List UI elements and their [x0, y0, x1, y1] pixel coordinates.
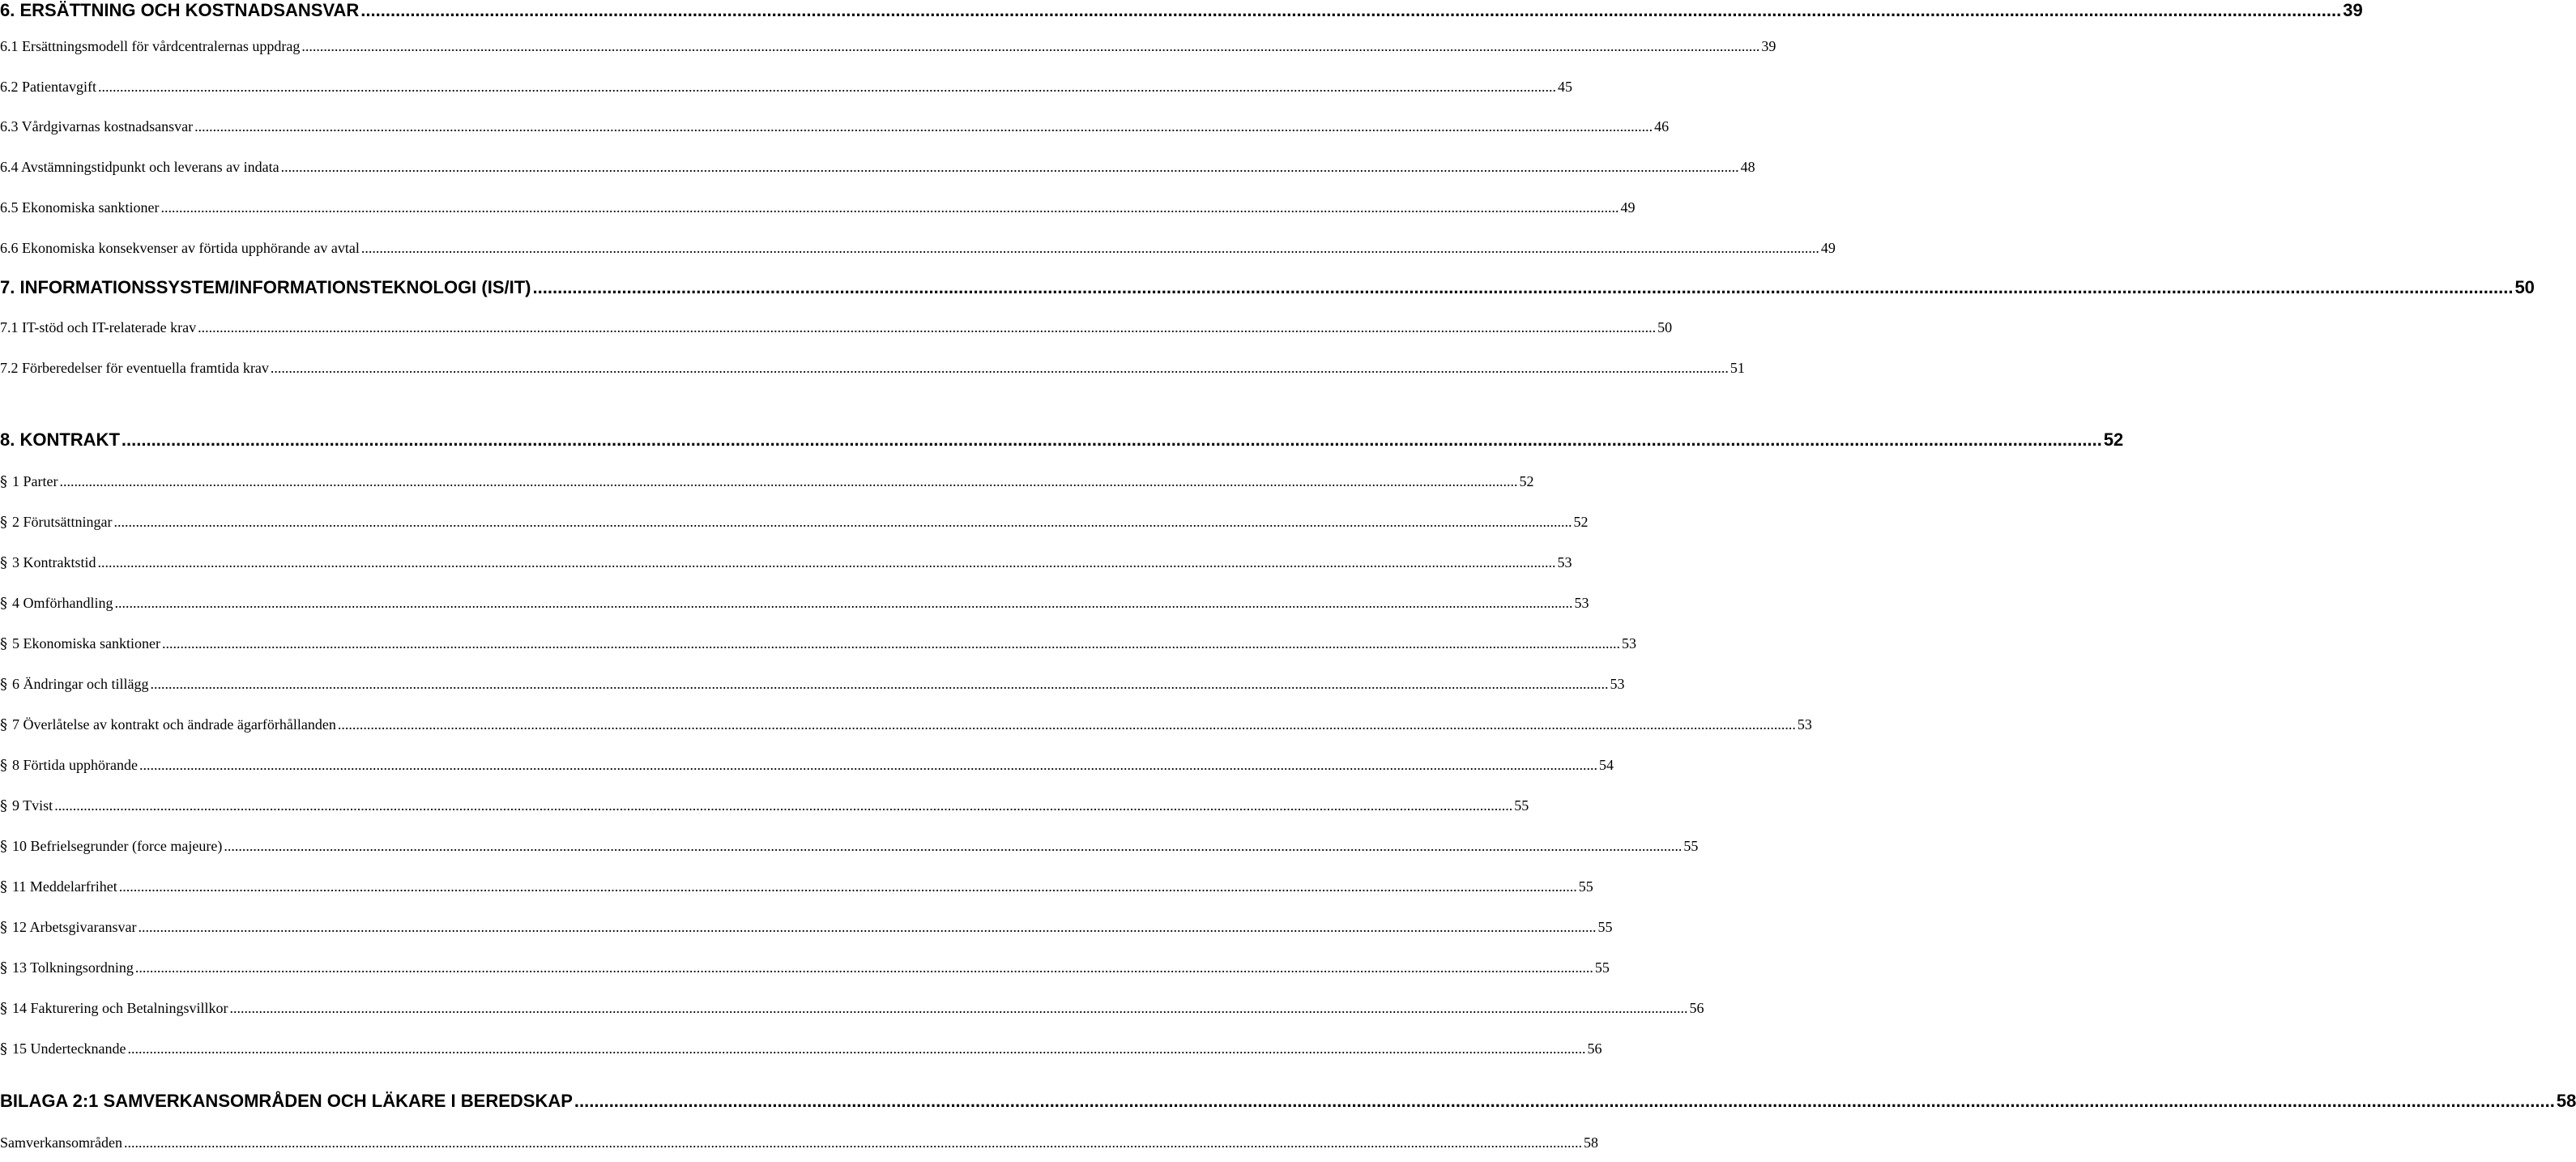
toc-entry-label [0, 38, 300, 55]
dot-leader: ................................................................................................................................................................................................................................................................................................................................................................................................................ [121, 429, 2102, 450]
toc-page-number: 55 [1597, 919, 1613, 935]
toc-page-number: 52 [2103, 429, 2124, 450]
toc-entry-text: 12 Arbetsgivaransvar [12, 919, 137, 935]
toc-entry[interactable] [0, 514, 1589, 541]
dot-leader: ................................................................................................................................................................................................................................................................................................................................................................................................................ [114, 595, 1573, 611]
toc-page-number: 48 [1740, 159, 1755, 175]
dot-leader: ................................................................................................................................................................................................................................................................................................................................................................................................................ [270, 360, 1729, 376]
toc-page-number: 55 [1578, 878, 1593, 895]
toc-chapter-entry[interactable] [0, 0, 2363, 28]
section-symbol: § [0, 595, 7, 612]
toc-entry[interactable] [0, 838, 1699, 865]
dot-leader: ................................................................................................................................................................................................................................................................................................................................................................................................................ [280, 159, 1739, 175]
toc-entry[interactable] [0, 199, 1636, 227]
toc-entry[interactable] [0, 118, 1670, 146]
toc-entry-text: 10 Befrielsegrunder (force majeure) [12, 838, 223, 854]
toc-page-number: 58 [2556, 1091, 2576, 1111]
toc-entry-label [0, 797, 53, 814]
toc-entry-text: 15 Undertecknande [12, 1040, 126, 1057]
toc-entry-label [0, 959, 134, 976]
section-symbol: § [0, 473, 7, 490]
toc-entry-label [0, 360, 269, 377]
toc-chapter-entry[interactable] [0, 277, 2535, 305]
toc-entry-label [0, 1000, 228, 1017]
toc-entry-label [0, 199, 159, 216]
toc-entry-text: 11 Meddelarfrihet [12, 878, 117, 895]
section-symbol: § [0, 1040, 7, 1057]
toc-chapter-entry[interactable] [0, 1091, 2576, 1118]
toc-entry-label [0, 635, 160, 652]
dot-leader: ................................................................................................................................................................................................................................................................................................................................................................................................................ [123, 1134, 1582, 1151]
toc-entry[interactable] [0, 878, 1593, 906]
toc-entry-text: 6.5 Ekonomiska sanktioner [0, 199, 160, 216]
dot-leader: ................................................................................................................................................................................................................................................................................................................................................................................................................ [360, 0, 2342, 20]
toc-entry-text: 6.1 Ersättningsmodell för vårdcentralernas uppdrag [0, 38, 301, 54]
toc-entry-label [0, 1134, 122, 1151]
toc-page-number: 55 [1683, 838, 1699, 854]
toc-entry-label [0, 277, 531, 298]
toc-entry[interactable] [0, 79, 1572, 106]
toc-entry-text: 6.4 Avstämningstidpunkt och leverans av indata [0, 159, 279, 175]
toc-page-number: 49 [1820, 240, 1836, 256]
toc-page-number: 52 [1519, 473, 1534, 489]
toc-entry[interactable] [0, 1000, 1704, 1027]
toc-page-number: 55 [1514, 797, 1529, 814]
section-symbol: § [0, 676, 7, 693]
toc-entry[interactable] [0, 595, 1589, 622]
toc-page-number: 52 [1573, 514, 1589, 530]
toc-entry-label [0, 319, 196, 336]
dot-leader: ................................................................................................................................................................................................................................................................................................................................................................................................................ [224, 838, 1683, 854]
toc-entry-label [0, 514, 113, 531]
toc-entry-text: Samverkansområden [0, 1134, 122, 1151]
toc-entry-label [0, 429, 120, 451]
toc-page-number: 45 [1557, 79, 1572, 95]
toc-entry[interactable] [0, 959, 1610, 987]
toc-page-number: 58 [1583, 1134, 1598, 1151]
toc-entry-label [0, 240, 360, 257]
toc-entry[interactable] [0, 360, 1745, 387]
toc-page-number: 53 [1574, 595, 1589, 611]
section-symbol: § [0, 959, 7, 976]
section-symbol: § [0, 919, 7, 936]
toc-entry-label [0, 878, 117, 895]
toc-entry[interactable] [0, 919, 1613, 946]
toc-page-number: 39 [1761, 38, 1776, 54]
dot-leader: ................................................................................................................................................................................................................................................................................................................................................................................................................ [113, 514, 1572, 530]
toc-entry-text: 7.2 Förberedelser för eventuella framtida krav [0, 360, 269, 376]
toc-entry-label [0, 118, 193, 135]
toc-entry-text: 7.1 IT-stöd och IT-relaterade krav [0, 319, 197, 335]
toc-entry-label [0, 554, 96, 571]
toc-entry-label [0, 676, 148, 693]
toc-page-number: 50 [1657, 319, 1673, 335]
dot-leader: ................................................................................................................................................................................................................................................................................................................................................................................................................ [337, 716, 1796, 733]
section-symbol: § [0, 514, 7, 531]
section-symbol: § [0, 838, 7, 855]
toc-entry[interactable] [0, 1134, 1598, 1162]
toc-entry-text: 8. KONTRAKT [0, 429, 120, 450]
dot-leader: ................................................................................................................................................................................................................................................................................................................................................................................................................ [229, 1000, 1688, 1016]
dot-leader: ................................................................................................................................................................................................................................................................................................................................................................................................................ [532, 277, 2514, 297]
toc-entry-label [0, 473, 58, 490]
toc-entry-label [0, 79, 96, 96]
toc-entry-text: BILAGA 2:1 SAMVERKANSOMRÅDEN OCH LÄKARE I BEREDSKAP [0, 1091, 573, 1111]
toc-entry[interactable] [0, 473, 1534, 501]
toc-entry-label [0, 716, 336, 733]
toc-entry[interactable] [0, 159, 1755, 186]
toc-page-number: 39 [2343, 0, 2363, 20]
toc-entry[interactable] [0, 38, 1776, 66]
dot-leader: ................................................................................................................................................................................................................................................................................................................................................................................................................ [134, 959, 1593, 976]
toc-entry-label [0, 159, 279, 176]
toc-entry-label [0, 595, 113, 612]
toc-page-number: 51 [1729, 360, 1745, 376]
dot-leader: ................................................................................................................................................................................................................................................................................................................................................................................................................ [360, 240, 1819, 256]
toc-entry[interactable] [0, 240, 1836, 267]
toc-entry-label [0, 838, 222, 855]
section-symbol: § [0, 554, 7, 571]
dot-leader: ................................................................................................................................................................................................................................................................................................................................................................................................................ [97, 79, 1556, 95]
toc-entry-text: 14 Fakturering och Betalningsvillkor [12, 1000, 228, 1016]
toc-entry[interactable] [0, 554, 1572, 582]
dot-leader: ................................................................................................................................................................................................................................................................................................................................................................................................................ [198, 319, 1657, 335]
section-symbol: § [0, 1000, 7, 1017]
toc-entry-text: 8 Förtida upphörande [12, 757, 138, 773]
toc-page-number: 56 [1587, 1040, 1602, 1057]
toc-entry-text: 3 Kontraktstid [12, 554, 96, 570]
toc-page-number: 49 [1620, 199, 1636, 216]
section-symbol: § [0, 635, 7, 652]
toc-page-number: 53 [1610, 676, 1625, 692]
section-symbol: § [0, 716, 7, 733]
dot-leader: ................................................................................................................................................................................................................................................................................................................................................................................................................ [161, 635, 1620, 651]
toc-chapter-entry[interactable] [0, 429, 2124, 457]
toc-entry[interactable] [0, 676, 1625, 703]
toc-entry[interactable] [0, 635, 1636, 663]
section-symbol: § [0, 757, 7, 774]
toc-page-number: 46 [1654, 118, 1670, 135]
toc-entry-text: 5 Ekonomiska sanktioner [12, 635, 160, 651]
toc-page-number: 56 [1689, 1000, 1704, 1016]
toc-page-number: 53 [1621, 635, 1636, 651]
toc-entry-text: 7. INFORMATIONSSYSTEM/INFORMATIONSTEKNOLOGI (IS/IT) [0, 277, 531, 297]
toc-entry[interactable] [0, 1040, 1602, 1068]
toc-entry-text: 6. ERSÄTTNING OCH KOSTNADSANSVAR [0, 0, 360, 20]
toc-entry[interactable] [0, 797, 1529, 825]
toc-entry-text: 4 Omförhandling [12, 595, 113, 611]
toc-entry[interactable] [0, 757, 1614, 784]
toc-entry-text: 6.2 Patientavgift [0, 79, 96, 95]
dot-leader: ................................................................................................................................................................................................................................................................................................................................................................................................................ [97, 554, 1556, 570]
toc-entry-text: 6.6 Ekonomiska konsekvenser av förtida upphörande av avtal [0, 240, 360, 256]
section-symbol: § [0, 878, 7, 895]
dot-leader: ................................................................................................................................................................................................................................................................................................................................................................................................................ [160, 199, 1619, 216]
dot-leader: ................................................................................................................................................................................................................................................................................................................................................................................................................ [138, 919, 1597, 935]
dot-leader: ................................................................................................................................................................................................................................................................................................................................................................................................................ [118, 878, 1577, 895]
dot-leader: ................................................................................................................................................................................................................................................................................................................................................................................................................ [127, 1040, 1586, 1057]
toc-entry-text: 7 Överlåtelse av kontrakt och ändrade ägarförhållanden [12, 716, 336, 733]
section-symbol: § [0, 797, 7, 814]
toc-entry-text: 1 Parter [12, 473, 58, 489]
toc-entry[interactable] [0, 716, 1812, 744]
toc-entry-label [0, 1040, 126, 1057]
dot-leader: ................................................................................................................................................................................................................................................................................................................................................................................................................ [139, 757, 1597, 773]
toc-entry-label [0, 0, 359, 21]
toc-page-number: 54 [1598, 757, 1614, 773]
toc-page-number: 55 [1594, 959, 1610, 976]
toc-entry-text: 6 Ändringar och tillägg [12, 676, 149, 692]
toc-entry[interactable] [0, 319, 1673, 347]
dot-leader: ................................................................................................................................................................................................................................................................................................................................................................................................................ [54, 797, 1513, 814]
toc-entry-text: 13 Tolkningsordning [12, 959, 134, 976]
toc-entry-label [0, 919, 136, 936]
toc-entry-text: 6.3 Vårdgivarnas kostnadsansvar [0, 118, 194, 135]
dot-leader: ................................................................................................................................................................................................................................................................................................................................................................................................................ [59, 473, 1518, 489]
toc-page-number: 50 [2514, 277, 2535, 297]
toc-entry-label [0, 757, 138, 774]
toc-entry-text: 2 Förutsättningar [12, 514, 113, 530]
dot-leader: ................................................................................................................................................................................................................................................................................................................................................................................................................ [194, 118, 1653, 135]
dot-leader: ................................................................................................................................................................................................................................................................................................................................................................................................................ [150, 676, 1609, 692]
toc-entry-text: 9 Tvist [12, 797, 53, 814]
toc-entry-label [0, 1091, 573, 1112]
dot-leader: ................................................................................................................................................................................................................................................................................................................................................................................................................ [574, 1091, 2555, 1111]
toc-page-number: 53 [1797, 716, 1812, 733]
dot-leader: ................................................................................................................................................................................................................................................................................................................................................................................................................ [301, 38, 1760, 54]
toc-page-number: 53 [1557, 554, 1572, 570]
